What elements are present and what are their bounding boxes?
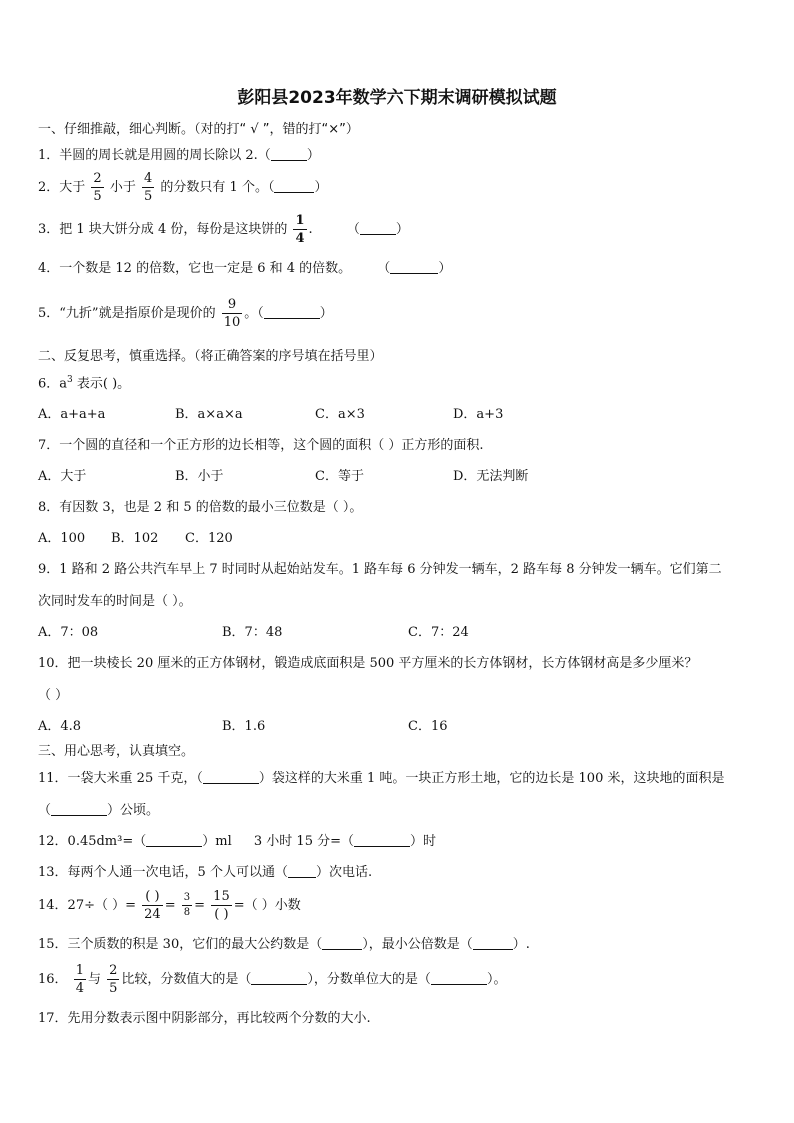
q13-blank[interactable] xyxy=(288,865,316,878)
q5-answer-blank[interactable] xyxy=(264,306,320,319)
q9-option-a[interactable]: A．7：08 xyxy=(38,625,99,640)
q3-answer-blank[interactable] xyxy=(360,222,396,235)
q12-blank-1[interactable] xyxy=(146,834,202,847)
q16-blank-2[interactable] xyxy=(431,972,487,985)
q14-fraction-1[interactable]: $\frac{( )}{24}$ xyxy=(144,889,161,922)
q5-fraction: $\frac{9}{10}$ xyxy=(223,297,241,330)
q7-option-b[interactable]: B．小于 xyxy=(175,469,224,484)
q15-blank-1[interactable] xyxy=(322,937,362,950)
q9-option-c[interactable]: C．7：24 xyxy=(408,625,469,640)
q11-blank-1[interactable] xyxy=(203,771,259,784)
question-11-line-2: （ ）公顷。 xyxy=(38,803,160,818)
question-3: 3．把 1 块大饼分成 4 份，每份是这块饼的 $\frac{1}{4}$ . （ ） xyxy=(38,213,409,246)
q8-option-a[interactable]: A．100 xyxy=(38,531,86,546)
q8-option-b[interactable]: B．102 xyxy=(111,531,159,546)
q6-option-d[interactable]: D．a+3 xyxy=(453,407,504,422)
question-5: 5．“九折”就是指原价是现价的 $\frac{9}{10}$ 。（ ） xyxy=(38,297,333,330)
q8-option-c[interactable]: C．120 xyxy=(185,531,233,546)
q7-option-a[interactable]: A．大于 xyxy=(38,469,87,484)
page-title: 彭阳县2023年数学六下期末调研模拟试题 xyxy=(237,88,557,108)
q6-option-c[interactable]: C．a×3 xyxy=(315,407,365,422)
question-8: 8．有因数 3，也是 2 和 5 的倍数的最小三位数是（ ）。 xyxy=(38,500,363,515)
question-10-line-2: （ ） xyxy=(38,688,69,703)
q16-fraction-1: $\frac{1}{4}$ xyxy=(75,963,84,996)
q12-blank-2[interactable] xyxy=(354,834,410,847)
q4-text: 4．一个数是 12 的倍数，它也一定是 6 和 4 的倍数。 xyxy=(38,261,352,276)
question-17: 17．先用分数表示图中阴影部分，再比较两个分数的大小. xyxy=(38,1011,371,1026)
question-10-line-1: 10．把一块棱长 20 厘米的正方体钢材，锻造成底面积是 500 平方厘米的长方体钢材，长方体钢材高是多少厘米？ xyxy=(38,656,698,671)
question-12: 12．0.45dm³=（ ）ml 3 小时 15 分=（ ）时 xyxy=(38,834,437,849)
q2-text-b: 小于 xyxy=(109,180,136,195)
question-6: 6．$a^3$ 表示( )。 xyxy=(38,375,131,392)
q10-option-c[interactable]: C．16 xyxy=(408,719,448,734)
q11-blank-2[interactable] xyxy=(51,803,107,816)
q2-fraction-2: $\frac{4}{5}$ xyxy=(144,171,153,204)
q7-option-d[interactable]: D．无法判断 xyxy=(453,469,529,484)
question-9-line-1: 9．1 路和 2 路公共汽车早上 7 时同时从起始站发车。1 路车每 6 分钟发一辆车，2 路车每 8 分钟发一辆车。它们第二 xyxy=(38,562,722,577)
q5-text: 5．“九折”就是指原价是现价的 xyxy=(38,306,216,321)
q10-option-b[interactable]: B．1.6 xyxy=(222,719,266,734)
q2-text-a: 2．大于 xyxy=(38,180,86,195)
question-11-line-1: 11．一袋大米重 25 千克，（ ）袋这样的大米重 1 吨。一块正方形土地，它的边长是 100 米，这块地的面积是 xyxy=(38,771,725,786)
question-14: 14．27÷（ ）= $\frac{( )}{24}$ = $\frac{3}{8}$ = $\frac{15}{( )}$ =（ ）小数 xyxy=(38,889,301,922)
q10-option-a[interactable]: A．4.8 xyxy=(38,719,82,734)
q3-fraction: $\frac{1}{4}$ xyxy=(295,213,305,246)
q2-fraction-1: $\frac{2}{5}$ xyxy=(93,171,102,204)
question-15: 15．三个质数的积是 30，它们的最大公约数是（ ），最小公倍数是（ ）. xyxy=(38,937,530,952)
q14-fraction-2: $\frac{3}{8}$ xyxy=(183,892,191,918)
q1-paren-close: ） xyxy=(306,148,320,163)
q1-text: 1．半圆的周长就是用圆的周长除以 2.（ xyxy=(38,148,271,163)
q6-option-b[interactable]: B．a×a×a xyxy=(175,407,243,422)
q16-blank-1[interactable] xyxy=(251,972,307,985)
q4-answer-blank[interactable] xyxy=(390,261,438,274)
q16-fraction-2: $\frac{2}{5}$ xyxy=(109,963,118,996)
question-2: 2．大于 $\frac{2}{5}$ 小于 $\frac{4}{5}$ 的分数只有 1 个。（ ） xyxy=(38,171,328,204)
section-2-heading: 二、反复思考，慎重选择。（将正确答案的序号填在括号里） xyxy=(38,349,383,364)
q3-text-a: 3．把 1 块大饼分成 4 份，每份是这块饼的 xyxy=(38,222,288,237)
q6-option-a[interactable]: A．a+a+a xyxy=(38,407,106,422)
question-1 xyxy=(38,148,320,162)
q7-option-c[interactable]: C．等于 xyxy=(315,469,364,484)
section-3-heading: 三、用心思考，认真填空。 xyxy=(38,744,195,759)
question-9-line-2: 次同时发车的时间是（ ）。 xyxy=(38,594,192,609)
q15-blank-2[interactable] xyxy=(473,937,513,950)
q2-text-c: 的分数只有 1 个。（ xyxy=(160,180,275,195)
q1-answer-blank[interactable] xyxy=(271,148,307,161)
question-16: 16． $\frac{1}{4}$ 与 $\frac{2}{5}$ 比较，分数值大的是（ ），分数单位大的是（ ）。 xyxy=(38,963,507,996)
question-4: 4．一个数是 12 的倍数，它也一定是 6 和 4 的倍数。 （ ） xyxy=(38,261,452,276)
q14-fraction-3[interactable]: $\frac{15}{( )}$ xyxy=(213,889,230,922)
question-7: 7．一个圆的直径和一个正方形的边长相等，这个圆的面积（ ）正方形的面积. xyxy=(38,438,484,453)
section-1-heading: 一、仔细推敲，细心判断。（对的打“ √ ”，错的打“×”） xyxy=(38,122,359,137)
q2-answer-blank[interactable] xyxy=(274,180,314,193)
question-13: 13．每两个人通一次电话，5 个人可以通（ ）次电话. xyxy=(38,865,373,880)
q9-option-b[interactable]: B．7：48 xyxy=(222,625,283,640)
